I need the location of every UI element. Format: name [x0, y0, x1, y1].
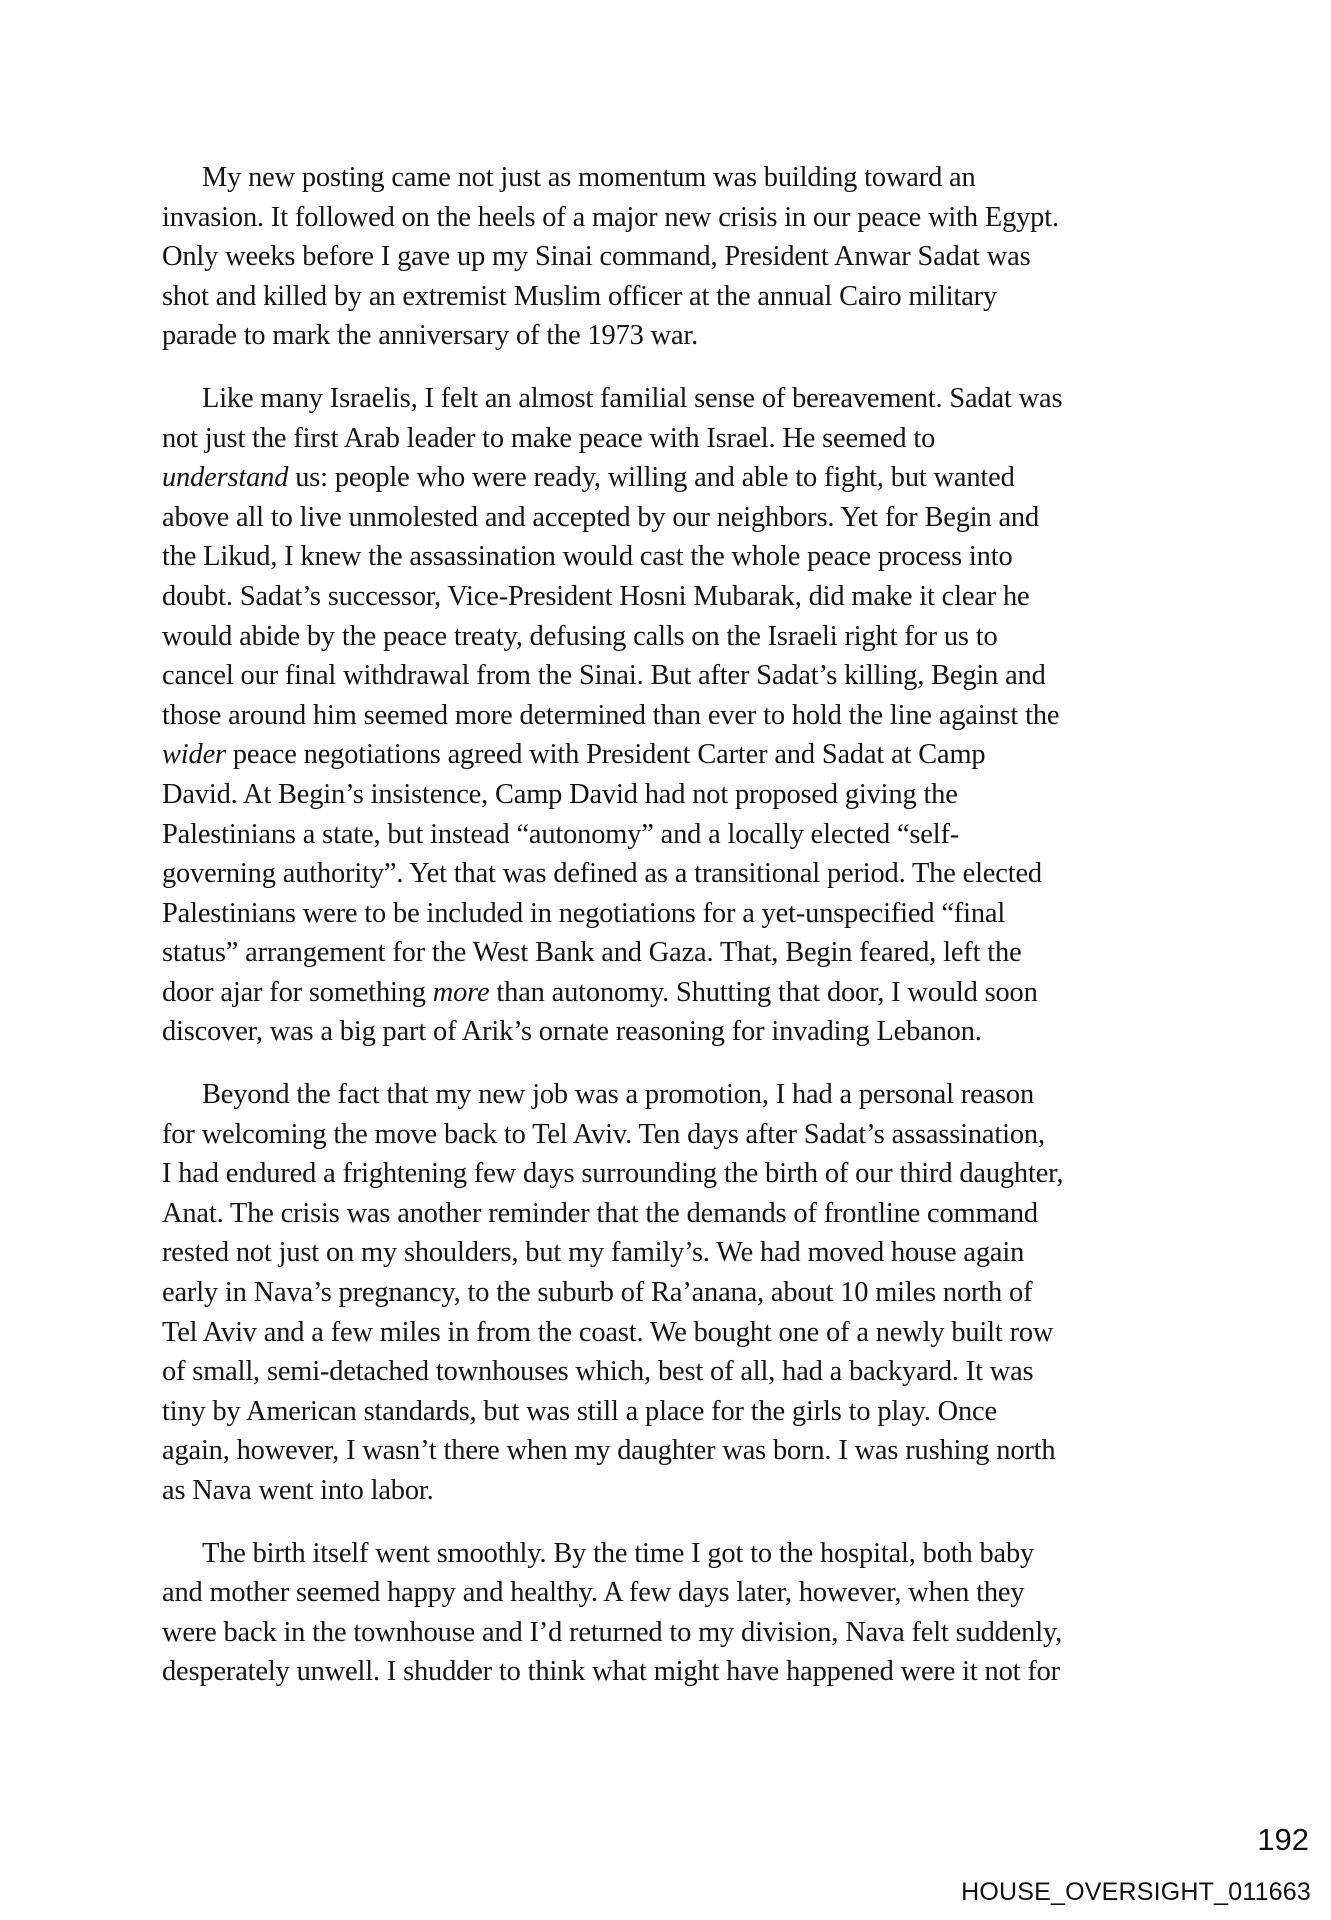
text-run: for welcoming the move back to Tel Aviv. Ten days after Sadat’s assassination,: [162, 1118, 1045, 1150]
text-run: would abide by the peace treaty, defusing calls on the Israeli right for us to: [162, 620, 998, 652]
text-line: [162, 1534, 1302, 1574]
text-run: above all to live unmolested and accepted by our neighbors. Yet for Begin and: [162, 501, 1040, 533]
text-run: Palestinians a state, but instead “autonomy” and a locally elected “self-: [162, 818, 960, 850]
text-line: [162, 1471, 1302, 1511]
body-text: [162, 158, 1302, 1715]
text-line: [162, 1012, 1302, 1052]
text-line: [162, 277, 1302, 317]
text-run: and mother seemed happy and healthy. A few days later, however, when they: [162, 1577, 1025, 1609]
text-line: [162, 1392, 1302, 1432]
text-run: were back in the townhouse and I’d returned to my division, Nava felt suddenly,: [162, 1616, 1063, 1648]
text-run: early in Nava’s pregnancy, to the suburb of Ra’anana, about 10 miles north of: [162, 1277, 1033, 1309]
text-line: [162, 1352, 1302, 1392]
text-run: Anat. The crisis was another reminder that the demands of frontline command: [162, 1197, 1038, 1229]
text-line: [162, 775, 1302, 815]
italic-text: more: [432, 976, 490, 1008]
text-run: Beyond the fact that my new job was a promotion, I had a personal reason: [202, 1079, 1035, 1111]
text-run: status” arrangement for the West Bank and Gaza. That, Begin feared, left the: [162, 937, 1022, 969]
text-line: [162, 735, 1302, 775]
text-run: I had endured a frightening few days surrounding the birth of our third daughter,: [162, 1158, 1064, 1190]
paragraph: [162, 1534, 1302, 1692]
bates-stamp: HOUSE_OVERSIGHT_011663: [961, 1878, 1311, 1906]
text-run: discover, was a big part of Arik’s ornate reasoning for invading Lebanon.: [162, 1016, 982, 1048]
text-run: shot and killed by an extremist Muslim officer at the annual Cairo military: [162, 280, 998, 312]
italic-text: understand: [162, 462, 289, 494]
italic-text: wider: [162, 739, 226, 771]
text-run: My new posting came not just as momentum was building toward an: [202, 162, 976, 193]
text-run: Only weeks before I gave up my Sinai command, President Anwar Sadat was: [162, 241, 1031, 273]
text-line: [162, 973, 1302, 1013]
text-run: not just the first Arab leader to make peace with Israel. He seemed to: [162, 422, 936, 454]
text-line: [162, 1431, 1302, 1471]
text-line: [162, 1233, 1302, 1273]
text-run: governing authority”. Yet that was defined as a transitional period. The elected: [162, 858, 1042, 890]
text-run: doubt. Sadat’s successor, Vice-President Hosni Mubarak, did make it clear he: [162, 580, 1030, 612]
text-line: [162, 1154, 1302, 1194]
text-run: us: people who were ready, willing and able to fight, but wanted: [288, 462, 1015, 494]
text-run: rested not just on my shoulders, but my family’s. We had moved house again: [162, 1237, 1025, 1269]
text-run: desperately unwell. I shudder to think what might have happened were it not for: [162, 1656, 1060, 1688]
text-run: those around him seemed more determined than ever to hold the line against the: [162, 699, 1060, 731]
text-line: [162, 696, 1302, 736]
text-line: [162, 1613, 1302, 1653]
text-run: of small, semi-detached townhouses which, best of all, had a backyard. It was: [162, 1356, 1034, 1388]
text-line: [162, 537, 1302, 577]
text-run: David. At Begin’s insistence, Camp David had not proposed giving the: [162, 778, 958, 810]
text-run: parade to mark the anniversary of the 1973 war.: [162, 320, 699, 352]
text-line: [162, 1115, 1302, 1155]
text-line: [162, 379, 1302, 419]
text-run: tiny by American standards, but was still a place for the girls to play. Once: [162, 1395, 997, 1427]
text-run: than autonomy. Shutting that door, I would soon: [489, 976, 1038, 1008]
text-line: [162, 458, 1302, 498]
text-line: [162, 1313, 1302, 1353]
text-run: Tel Aviv and a few miles in from the coast. We bought one of a newly built row: [162, 1316, 1054, 1348]
text-line: [162, 419, 1302, 459]
text-run: again, however, I wasn’t there when my daughter was born. I was rushing north: [162, 1435, 1056, 1467]
text-line: [162, 617, 1302, 657]
text-line: [162, 815, 1302, 855]
text-line: [162, 498, 1302, 538]
text-line: [162, 933, 1302, 973]
text-line: [162, 316, 1302, 356]
paragraph: [162, 379, 1302, 1052]
text-line: [162, 1652, 1302, 1692]
text-line: [162, 1573, 1302, 1613]
page-number: 192: [1257, 1822, 1309, 1857]
text-run: Palestinians were to be included in negotiations for a yet-unspecified “final: [162, 897, 1006, 929]
text-run: peace negotiations agreed with President Carter and Sadat at Camp: [225, 739, 986, 771]
text-line: [162, 577, 1302, 617]
text-run: Like many Israelis, I felt an almost familial sense of bereavement. Sadat was: [202, 382, 1063, 414]
paragraph: [162, 158, 1302, 356]
text-run: The birth itself went smoothly. By the time I got to the hospital, both baby: [202, 1537, 1035, 1569]
text-run: cancel our final withdrawal from the Sinai. But after Sadat’s killing, Begin and: [162, 660, 1046, 692]
text-run: invasion. It followed on the heels of a major new crisis in our peace with Egypt.: [162, 201, 1059, 233]
text-line: [162, 854, 1302, 894]
text-line: [162, 1075, 1302, 1115]
text-run: the Likud, I knew the assassination would cast the whole peace process into: [162, 541, 1013, 573]
text-line: [162, 1273, 1302, 1313]
text-line: [162, 656, 1302, 696]
text-run: as Nava went into labor.: [162, 1475, 434, 1506]
text-line: [162, 1194, 1302, 1234]
text-line: [162, 158, 1302, 198]
text-line: [162, 894, 1302, 934]
text-line: [162, 237, 1302, 277]
paragraph: [162, 1075, 1302, 1511]
text-line: [162, 198, 1302, 238]
text-run: door ajar for something: [162, 976, 433, 1008]
